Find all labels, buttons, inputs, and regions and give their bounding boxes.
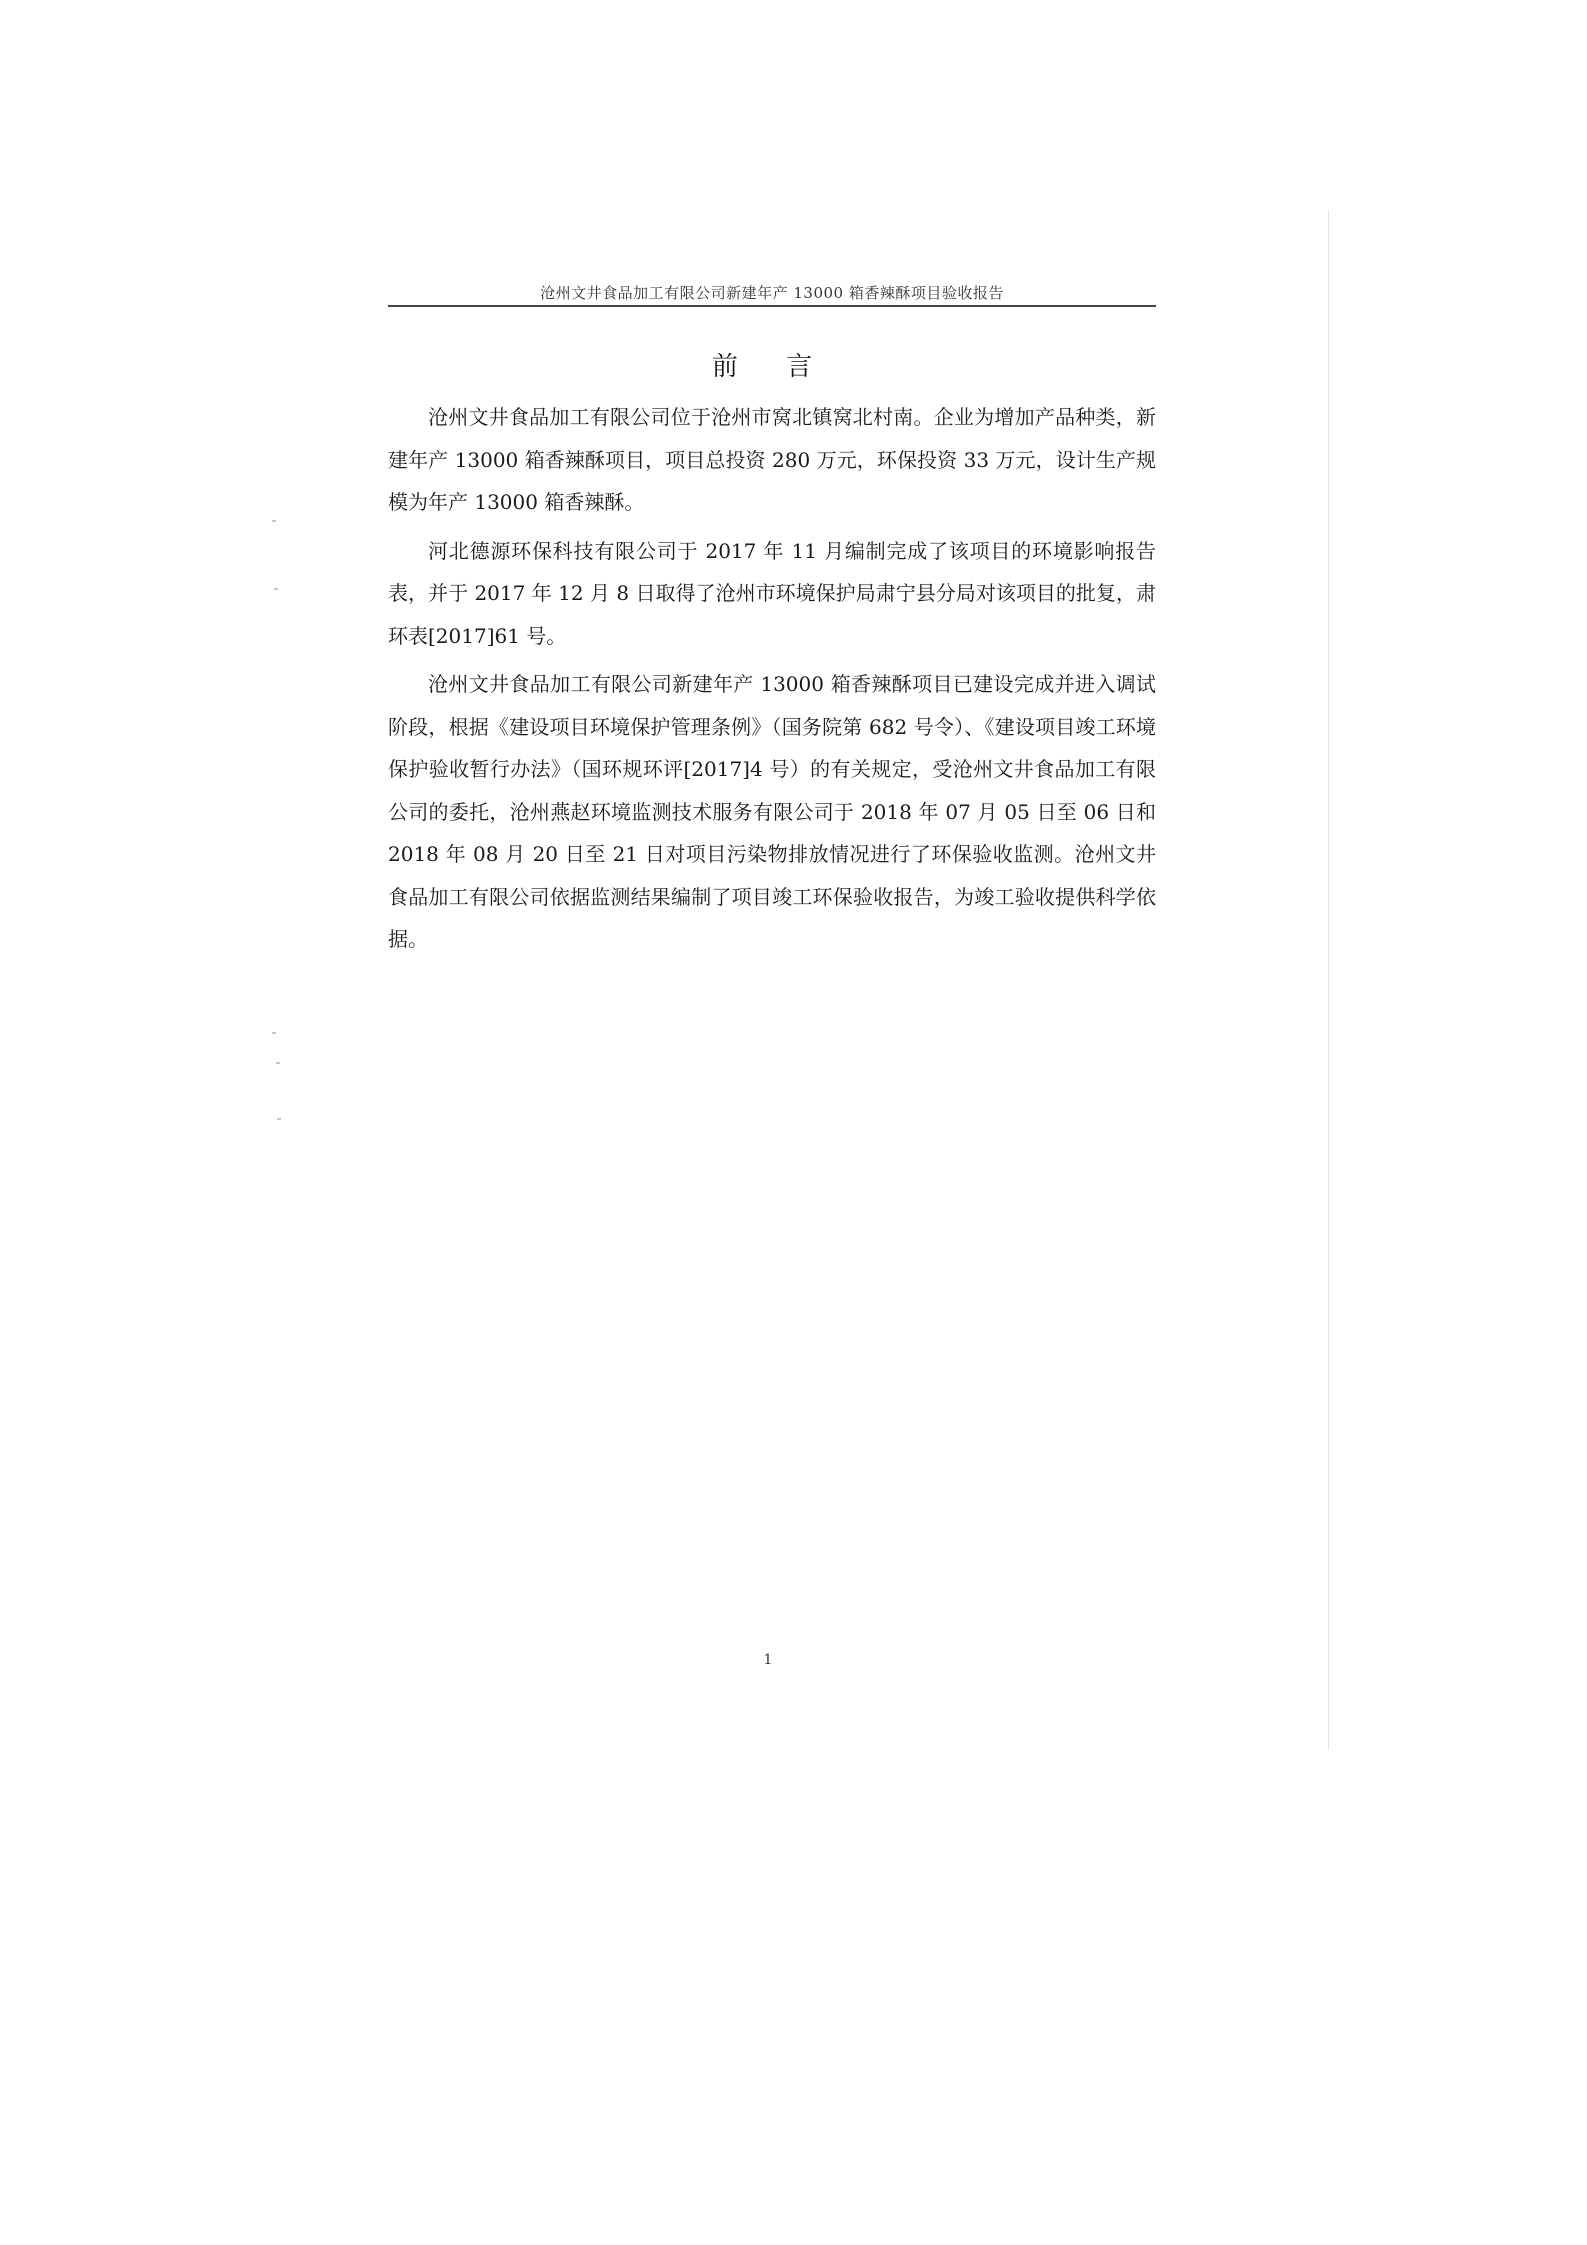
header-rule [388, 305, 1156, 307]
paragraph: 河北德源环保科技有限公司于 2017 年 11 月编制完成了该项目的环境影响报告表，并于 2017 年 12 月 8 日取得了沧州市环境保护局肃宁县分局对该项目的批复，肃环表[2017]61 号。 [388, 538, 1156, 648]
scan-speck [274, 588, 278, 590]
paragraph: 沧州文井食品加工有限公司位于沧州市窝北镇窝北村南。企业为增加产品种类，新建年产 13000 箱香辣酥项目，项目总投资 280 万元，环保投资 33 万元，设计生产规模为年产 13000 箱香辣酥。 [388, 405, 1156, 514]
page-number: 1 [763, 1652, 773, 1668]
paragraph: 沧州文井食品加工有限公司新建年产 13000 箱香辣酥项目已建设完成并进入调试阶段，根据《建设项目环境保护管理条例》（国务院第 682 号令）、《建设项目竣工环境保护验收暂行办法》（国环规环评[2017]4 号）的有关规定，受沧州文井食品加工有限公司的委托，沧州燕赵环境监测技术服务有限公司于 2018 年 07 月 05 日至 06 日和 2018 年 08 月 20 日至 21 日对项目污染物排放情况进行了环保验收监测。沧州文井食品加工有限公司依据监测结果编制了项目竣工环保验收报告，为竣工验收提供科学依据。 [388, 672, 1156, 951]
running-header: 沧州文井食品加工有限公司新建年产 13000 箱香辣酥项目验收报告 [540, 284, 1004, 302]
scan-speck [277, 1118, 281, 1120]
scan-edge-line [1328, 210, 1329, 1750]
scan-speck [272, 1032, 276, 1034]
scan-speck [272, 520, 276, 522]
body-text [388, 396, 1156, 967]
scan-speck [276, 1062, 280, 1064]
section-title: 前 言 [711, 352, 833, 382]
